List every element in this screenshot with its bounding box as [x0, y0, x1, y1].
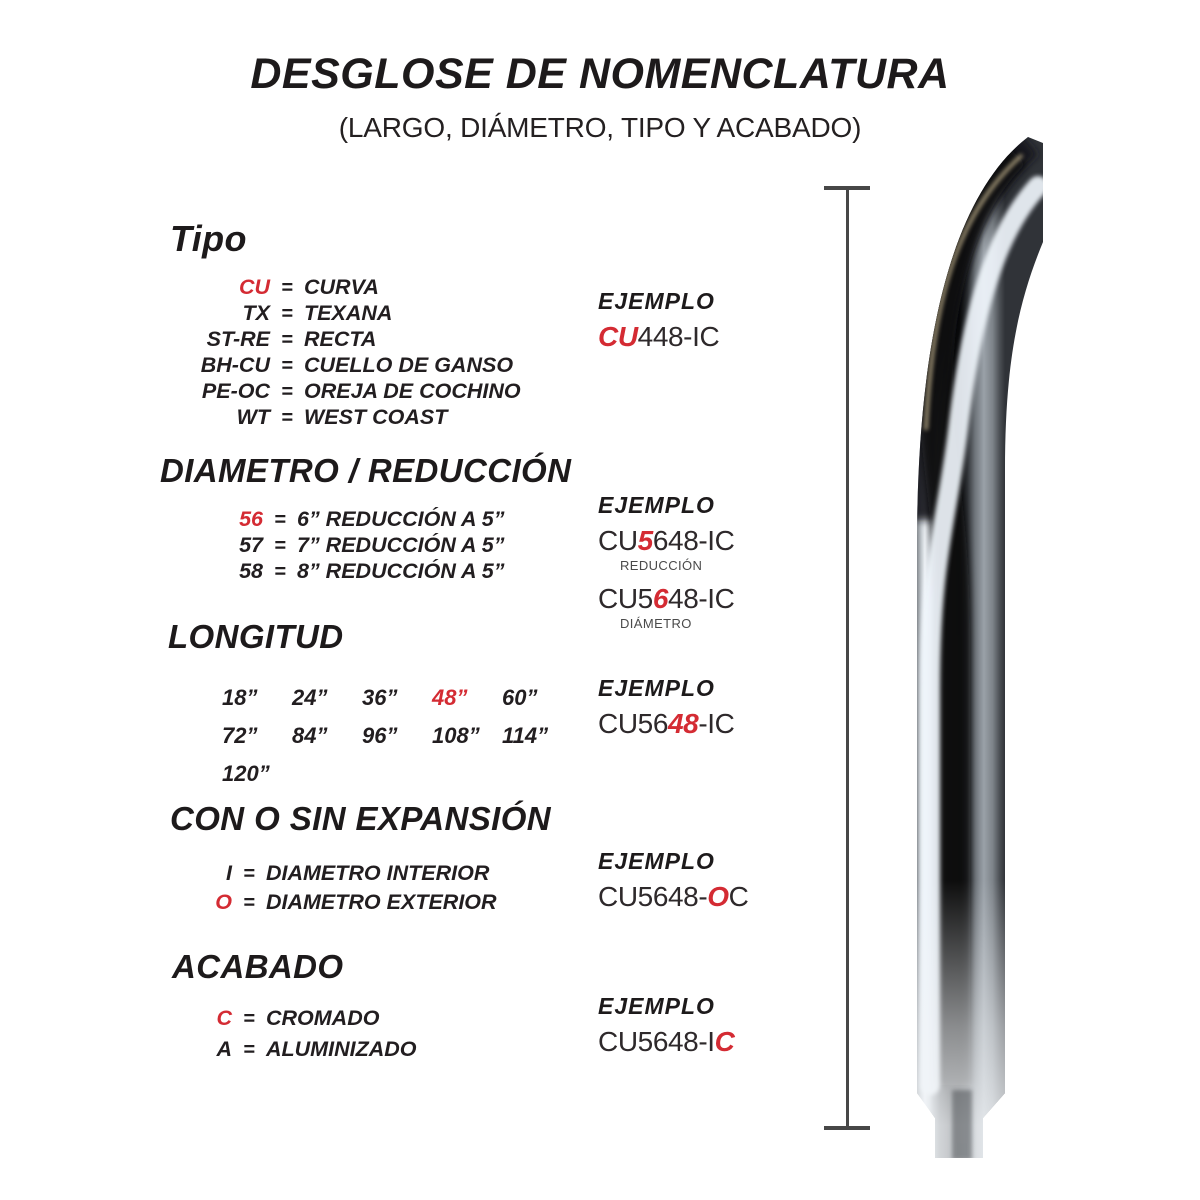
code-highlight: C — [714, 1026, 735, 1057]
definition-rows — [170, 275, 521, 431]
section-heading: ACABADO — [172, 948, 344, 985]
definition-rows — [160, 507, 571, 585]
page-title: DESGLOSE DE NOMENCLATURA — [250, 50, 950, 98]
length-value: 84” — [292, 723, 328, 748]
code-prefix: CU5 — [598, 583, 653, 614]
example-block-diametro — [598, 492, 735, 631]
equals-sign: = — [281, 303, 293, 325]
measurement-line — [846, 188, 849, 1126]
code-highlight: 48 — [668, 708, 699, 739]
code-suffix: 448-IC — [637, 321, 720, 352]
length-value: 108” — [432, 723, 480, 748]
measurement-cap-bottom — [824, 1126, 870, 1130]
definition-value: 8” REDUCCIÓN A 5” — [297, 559, 505, 583]
definition-value: CROMADO — [266, 1006, 380, 1030]
section-tipo — [170, 218, 521, 431]
length-value: 72” — [222, 723, 258, 748]
definition-row — [170, 405, 521, 431]
section-acabado — [172, 948, 416, 1065]
example-code — [598, 525, 735, 557]
example-code — [598, 583, 735, 615]
equals-sign: = — [281, 355, 293, 377]
code-suffix: 48-IC — [668, 583, 735, 614]
example-code — [598, 321, 719, 353]
definition-value: RECTA — [304, 327, 377, 351]
definition-row — [170, 327, 521, 353]
length-value: 60” — [502, 685, 538, 710]
definition-value: WEST COAST — [304, 405, 448, 429]
definition-row — [160, 559, 571, 585]
code-suffix: 648-IC — [652, 525, 735, 556]
definition-row — [170, 301, 521, 327]
code-label: PE-OC — [201, 379, 270, 403]
definition-value: CUELLO DE GANSO — [304, 353, 514, 377]
equals-sign: = — [274, 509, 286, 531]
length-value: 24” — [292, 685, 328, 710]
definition-row — [160, 507, 571, 533]
definition-row — [160, 533, 571, 559]
example-label: EJEMPLO — [598, 288, 715, 314]
definition-row — [170, 859, 551, 888]
example-block-longitud — [598, 675, 734, 740]
length-value: 18” — [222, 685, 258, 710]
code-prefix: CU5648- — [598, 881, 708, 912]
length-value: 114” — [502, 723, 549, 748]
code-label: 56 — [239, 507, 263, 531]
example-label: EJEMPLO — [598, 993, 715, 1019]
definition-value: 6” REDUCCIÓN A 5” — [297, 507, 505, 531]
code-suffix: -IC — [698, 708, 735, 739]
definition-value: DIAMETRO EXTERIOR — [266, 890, 497, 914]
equals-sign: = — [243, 863, 255, 885]
definition-value: ALUMINIZADO — [266, 1037, 417, 1061]
definition-rows — [170, 859, 551, 917]
code-highlight: CU — [598, 321, 638, 352]
code-label: WT — [236, 405, 270, 429]
section-diametro — [160, 452, 571, 585]
length-value: 48” — [432, 685, 468, 710]
definition-row — [172, 1034, 416, 1065]
example-block-acabado — [598, 993, 734, 1058]
equals-sign: = — [281, 277, 293, 299]
section-heading: DIAMETRO / REDUCCIÓN — [160, 452, 572, 489]
page-subtitle: (LARGO, DIÁMETRO, TIPO Y ACABADO) — [338, 112, 862, 143]
equals-sign: = — [243, 892, 255, 914]
example-code — [598, 708, 734, 740]
length-grid — [222, 686, 572, 786]
code-label: ST-RE — [206, 327, 270, 351]
code-highlight: 5 — [637, 525, 653, 556]
header — [0, 50, 1200, 144]
code-label: TX — [242, 301, 270, 325]
section-heading: LONGITUD — [168, 618, 344, 655]
section-heading: Tipo — [170, 218, 247, 259]
code-prefix: CU — [598, 525, 638, 556]
example-code — [598, 881, 748, 913]
definition-row — [172, 1003, 416, 1034]
example-code — [598, 1026, 734, 1058]
code-highlight: 6 — [652, 583, 669, 614]
section-expansion — [170, 800, 551, 917]
equals-sign: = — [281, 407, 293, 429]
code-label: O — [215, 890, 232, 914]
equals-sign: = — [281, 381, 293, 403]
code-label: A — [216, 1037, 232, 1061]
code-label: I — [226, 861, 232, 885]
equals-sign: = — [243, 1039, 255, 1061]
example-label: EJEMPLO — [598, 492, 715, 518]
code-suffix: C — [728, 881, 749, 912]
equals-sign: = — [274, 535, 286, 557]
length-value: 120” — [222, 761, 270, 786]
code-label: C — [216, 1006, 232, 1030]
example-note: REDUCCIÓN — [620, 558, 703, 573]
definition-value: TEXANA — [304, 301, 393, 325]
code-label: 58 — [239, 559, 263, 583]
section-heading: CON O SIN EXPANSIÓN — [170, 800, 552, 837]
definition-value: CURVA — [304, 275, 379, 299]
example-block-expansion — [598, 848, 748, 913]
definition-value: DIAMETRO INTERIOR — [266, 861, 490, 885]
code-highlight: O — [707, 881, 729, 912]
code-label: BH-CU — [200, 353, 270, 377]
code-label: CU — [238, 275, 270, 299]
example-label: EJEMPLO — [598, 848, 715, 874]
code-prefix: CU5648-I — [598, 1026, 715, 1057]
example-label: EJEMPLO — [598, 675, 715, 701]
definition-rows — [172, 1003, 416, 1065]
length-value: 36” — [362, 685, 398, 710]
definition-row — [170, 379, 521, 405]
equals-sign: = — [281, 329, 293, 351]
definition-value: 7” REDUCCIÓN A 5” — [297, 533, 505, 557]
definition-row — [170, 353, 521, 379]
example-note: DIÁMETRO — [620, 616, 692, 631]
length-value: 96” — [362, 723, 398, 748]
definition-row — [170, 275, 521, 301]
example-block-tipo — [598, 288, 719, 353]
equals-sign: = — [274, 561, 286, 583]
code-prefix: CU56 — [598, 708, 668, 739]
code-label: 57 — [239, 533, 263, 557]
section-longitud — [168, 618, 572, 786]
definition-value: OREJA DE COCHINO — [304, 379, 521, 403]
equals-sign: = — [243, 1008, 255, 1030]
definition-row — [170, 888, 551, 917]
